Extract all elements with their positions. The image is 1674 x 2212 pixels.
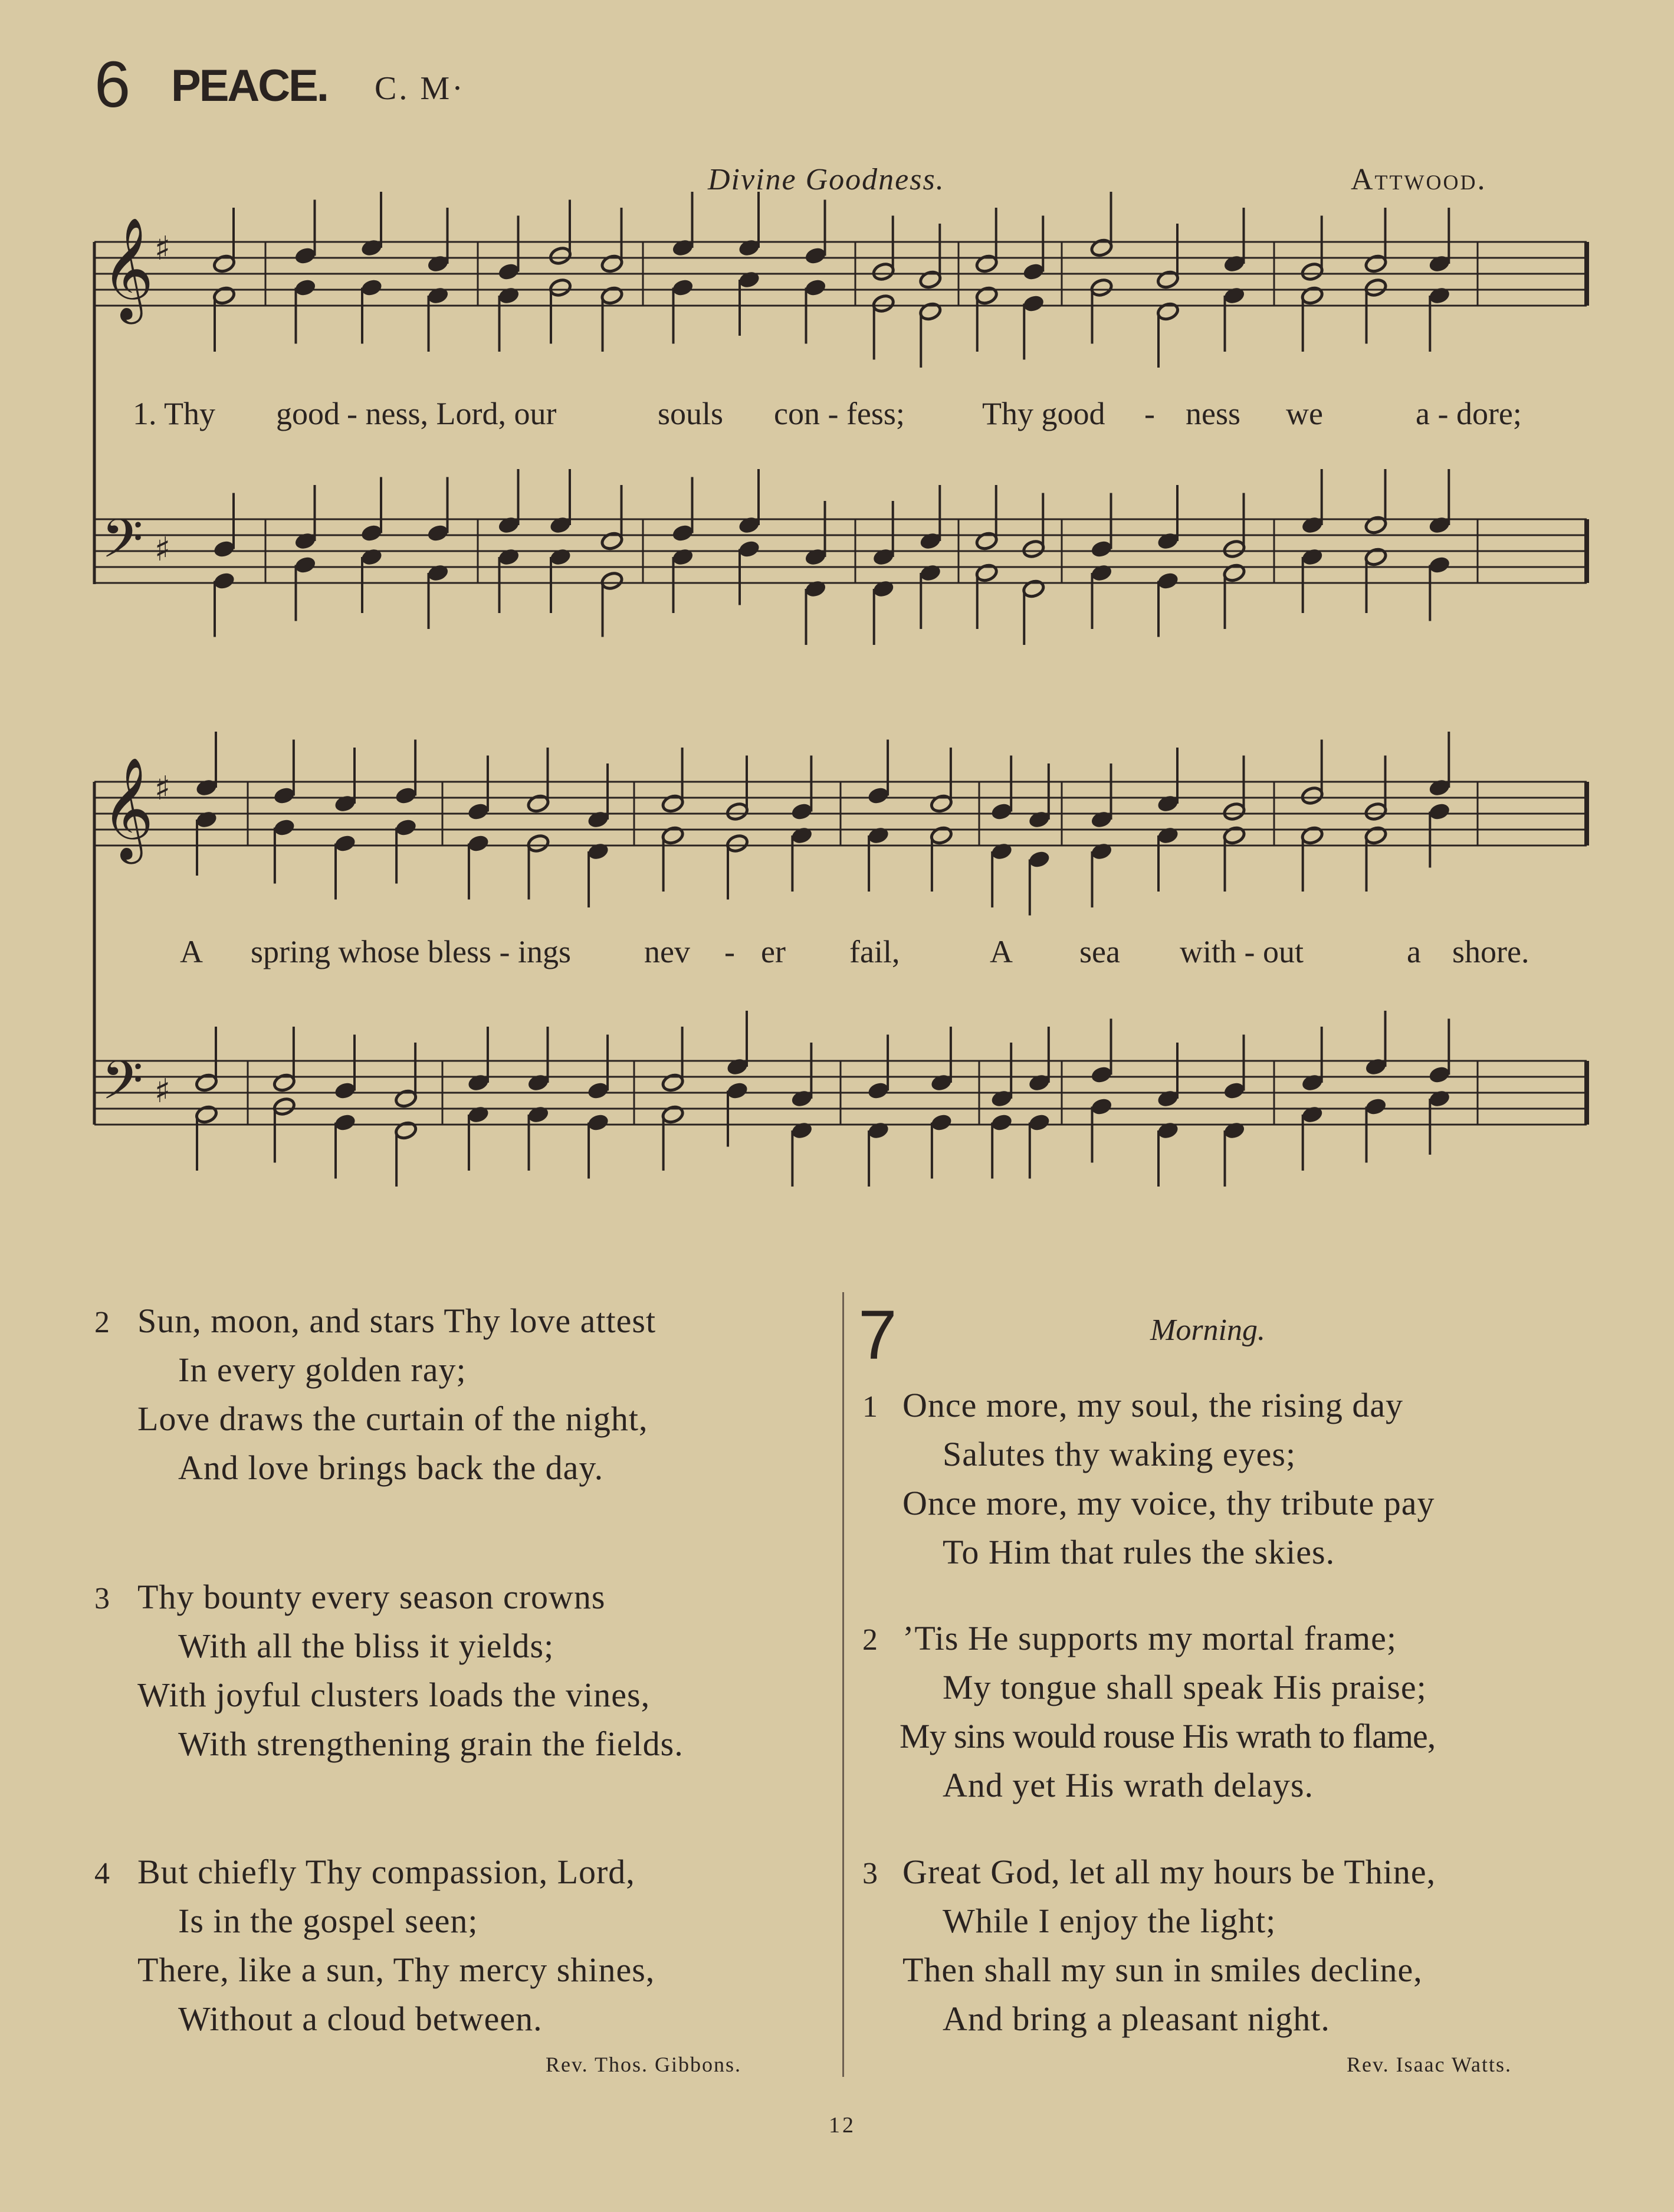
verse-line: There, like a sun, Thy mercy shines, [137, 1951, 655, 1989]
verse-number: 4 [94, 1857, 110, 1890]
notes [195, 192, 1451, 1187]
verse-line: And bring a pleasant night. [943, 2000, 1330, 2038]
svg-text:♯: ♯ [155, 769, 171, 808]
verse-line: To Him that rules the skies. [943, 1533, 1335, 1571]
hymn-title: PEACE. [171, 61, 327, 111]
lyric-syllable: con - fess; [774, 396, 905, 431]
lyric-syllable: nev [644, 934, 690, 969]
hymn-number: 6 [94, 48, 131, 121]
verse-line: ’Tis He supports my mortal frame; [902, 1619, 1397, 1657]
verse-line: Salutes thy waking eyes; [943, 1435, 1296, 1473]
hymn-number: 7 [858, 1296, 897, 1374]
verse-line: And love brings back the day. [178, 1449, 604, 1487]
svg-text:♯: ♯ [155, 230, 171, 268]
verse-line: Love draws the curtain of the night, [137, 1400, 648, 1438]
verse-line: While I enjoy the light; [943, 1902, 1276, 1940]
lyric-syllable: fail, [849, 934, 900, 969]
lyric-syllable: - [724, 934, 735, 969]
lyric-syllable: 1. Thy [133, 396, 216, 431]
lyric-syllable: we [1286, 396, 1323, 431]
hymn-meter: C. M· [375, 70, 465, 107]
svg-text:𝄞: 𝄞 [101, 217, 154, 320]
svg-text:𝄞: 𝄞 [101, 757, 154, 860]
verse-number: 3 [94, 1582, 110, 1615]
column-divider [842, 1292, 844, 2077]
author-credit: Rev. Isaac Watts. [1347, 2053, 1512, 2076]
lyric-syllable: good [276, 396, 340, 431]
lyric-syllable: Thy good [982, 396, 1105, 431]
svg-text:𝄢: 𝄢 [101, 1049, 143, 1125]
page-number: 12 [829, 2113, 856, 2138]
lyric-syllable: A [180, 934, 203, 969]
lyric-syllable: a [1407, 934, 1421, 969]
lyric-syllable: A [990, 934, 1013, 969]
hymn-subject: Morning. [1150, 1313, 1265, 1347]
lyric-syllable: with - out [1180, 934, 1304, 969]
verse-line: Once more, my soul, the rising day [902, 1386, 1404, 1424]
verse-number: 2 [94, 1306, 110, 1339]
verse-line: Great God, let all my hours be Thine, [902, 1853, 1436, 1891]
lyric-syllable: - [1144, 396, 1155, 431]
verse-number: 2 [862, 1623, 878, 1657]
verse-number: 1 [862, 1390, 878, 1424]
svg-text:♯: ♯ [155, 530, 171, 569]
svg-text:𝄢: 𝄢 [101, 507, 143, 583]
lyric-syllable: shore. [1452, 934, 1529, 969]
verse-line: With all the bliss it yields; [178, 1627, 554, 1665]
verse-line: With joyful clusters loads the vines, [137, 1676, 651, 1714]
svg-text:♯: ♯ [155, 1072, 171, 1110]
verse-line: My tongue shall speak His praise; [943, 1668, 1427, 1706]
verse-line: With strengthening grain the fields. [178, 1725, 684, 1763]
verse-line: Once more, my voice, thy tribute pay [902, 1484, 1435, 1522]
hymn-composer: Attwood. [1351, 163, 1487, 196]
lyric-syllable: - ness, Lord, our [347, 396, 557, 431]
lyric-syllable: ness [1186, 396, 1240, 431]
staff-lines [94, 242, 1587, 1125]
clefs [101, 217, 170, 1125]
lyric-syllable: a - dore; [1416, 396, 1522, 431]
verse-line: Then shall my sun in smiles decline, [902, 1951, 1423, 1989]
verse-line: In every golden ray; [178, 1351, 467, 1389]
verse-number: 3 [862, 1857, 878, 1890]
verse-line: Is in the gospel seen; [178, 1902, 478, 1940]
lyric-syllable: souls [658, 396, 724, 431]
verse-line: But chiefly Thy compassion, Lord, [137, 1853, 635, 1891]
verse-line: Without a cloud between. [178, 2000, 543, 2038]
verse-line: Sun, moon, and stars Thy love attest [137, 1302, 657, 1340]
lyric-syllable: er [761, 934, 786, 969]
verse-line: Thy bounty every season crowns [137, 1578, 606, 1616]
verse-line: And yet His wrath delays. [943, 1766, 1314, 1804]
hymn-subject: Divine Goodness. [708, 163, 945, 196]
lyric-syllable: spring whose bless - ings [251, 934, 571, 969]
lyric-syllable: sea [1079, 934, 1120, 969]
author-credit: Rev. Thos. Gibbons. [546, 2053, 742, 2076]
verse-line: My sins would rouse His wrath to flame, [900, 1717, 1436, 1755]
